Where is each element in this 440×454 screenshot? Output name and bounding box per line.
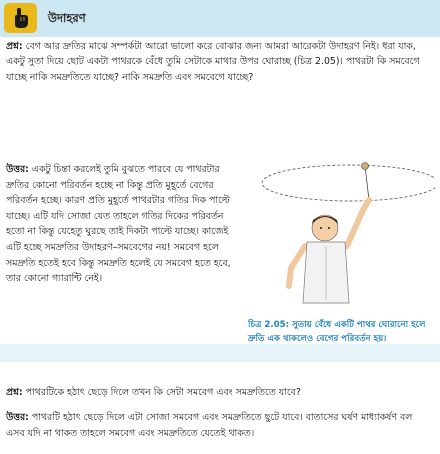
question-text: বেগ আর দ্রুতির মাঝে সম্পর্কটা আরো ভালো করে বোঝার জন্য আমরা আরেকটা উদাহরণ নিই। ধরা যাক, একটু সুতা দিয়ে ছোট একটা পাথরকে বেঁধে তুমি সেটাকে মাথার উপর ঘোরাচ্ছ (চিত্র 2.05)। পাথরটা কি সমবেগে যাচ্ছে নাকি সমদ্রুতিতে যাচ্ছে? নাকি সমদ্রুতি এবং সমবেগে যাচ্ছে? (6, 41, 420, 83)
question-text: পাথরটিকে হঠাৎ ছেড়ে দিলে তখন কি সেটা সমবেগ এবং সমদ্রুতিতে যাবে? (22, 387, 301, 398)
answer-text: একটু চিন্তা করলেই তুমি বুঝতে পারবে যে পাথরটার দ্রুতির কোনো পরিবর্তন হচ্ছে না কিন্তু প্রতি মুহূর্তে বেগের পরিবর্তন হচ্ছে। কারণ প্রতি মুহূর্তে পাথরটার গতির দিক পাল্টে যাচ্ছে। এটি যদি সোজা যেত তাহলে গতির দিকের পরিবর্তন হতো না কিন্তু যেহেতু ঘুরছে তাই দিকটা পাল্টে যাচ্ছে। কাজেই এটি হচ্ছে সমদ্রুতির উদাহরণ–সমবেগের নয়! সমবেগ হলে সমদ্রুতি হতেই হবে কিন্তু সমদ্রুতি হলেই যে সমবেগ হতে হবে, তার কোনো গ্যারান্টি নেই। (6, 164, 231, 285)
figure-boy-whirling-stone (245, 128, 435, 328)
question-label: প্রশ্ন: (6, 41, 23, 52)
answer-1 (6, 162, 231, 287)
question-label: প্রশ্ন: (6, 387, 23, 398)
answer-label: উত্তর: (6, 164, 29, 175)
divider-band (0, 344, 440, 362)
question-1 (6, 39, 431, 85)
pointing-hand-icon (4, 3, 37, 33)
answer-text: পাথরটি হঠাৎ ছেড়ে দিলে এটা সোজা সমবেগ এবং সমদ্রুতিতে ছুটে যাবে। বাতাসের ঘর্ষণ মাধ্যাকর্ষণ বল এসব যদি না থাকত তাহলে সমবেগ এবং সমদ্রুতিতে যেতেই থাকত। (6, 412, 413, 439)
question-2 (6, 385, 431, 400)
answer-2 (6, 410, 431, 441)
figure-caption: চিত্র 2.05: সুতায় বেঁধে একটি পাথর ঘোরানো হলে দ্রুতি এক থাকলেও বেগের পরিবর্তন হয়। (248, 320, 426, 344)
example-header (0, 0, 440, 37)
answer-label: উত্তর: (6, 412, 29, 423)
section-title: উদাহরণ (48, 11, 86, 25)
